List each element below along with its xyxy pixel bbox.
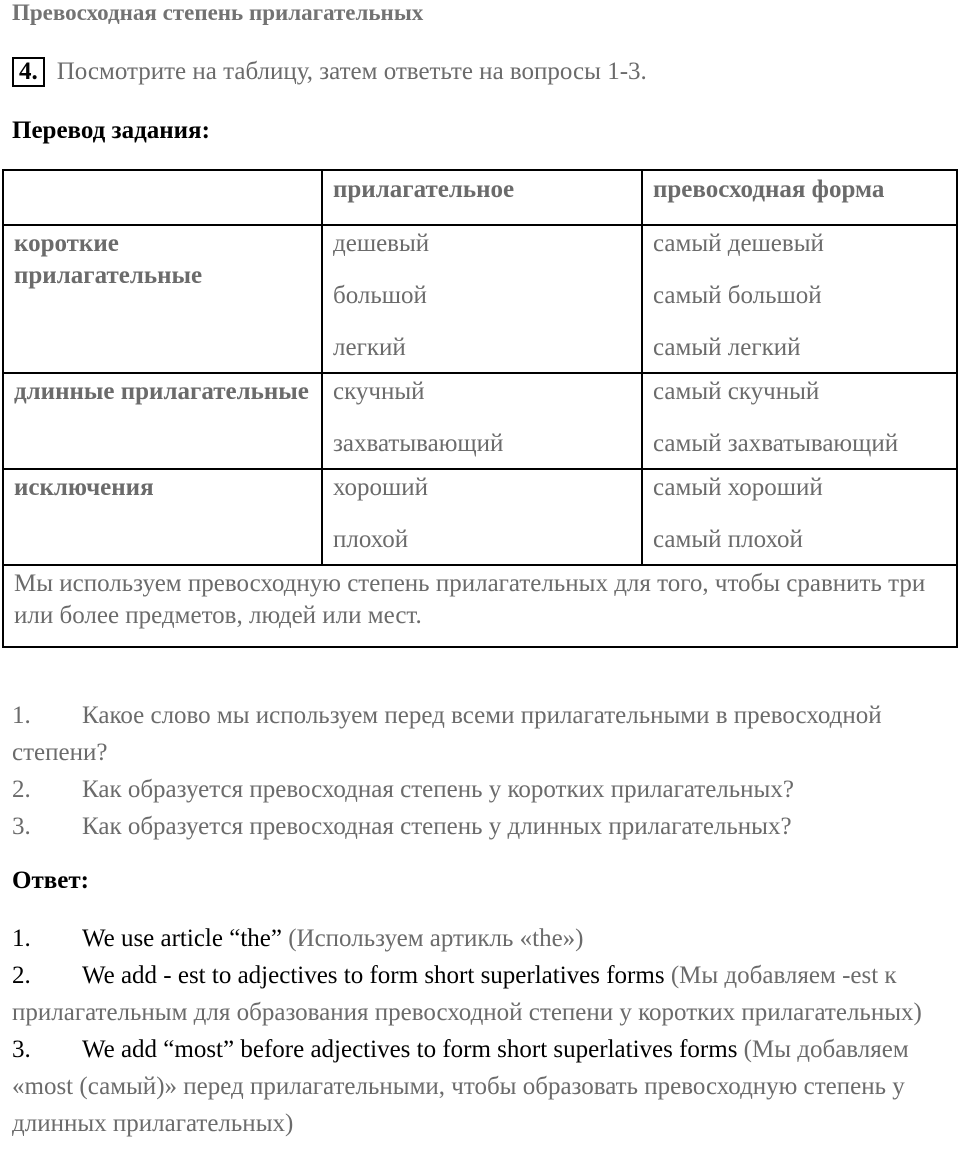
adjective: большой: [333, 282, 427, 309]
adjective-cell: [322, 469, 642, 565]
superlative-cell: [642, 225, 957, 373]
adjective: хороший: [333, 474, 429, 501]
superlative: самый захватывающий: [653, 430, 899, 457]
question-list: [12, 697, 952, 845]
answer-english: We use article “the”: [82, 925, 282, 952]
answer-list: [12, 920, 952, 1142]
superlative-cell: [642, 373, 957, 469]
task-number: 4.: [12, 57, 45, 87]
table-note: Мы используем превосходную степень прилагательных для того, чтобы сравнить три или более предметов, людей или мест.: [3, 565, 957, 647]
question-number: 2.: [12, 776, 31, 803]
header-cell-superlative: превосходная форма: [642, 170, 957, 225]
list-item: [12, 920, 952, 957]
answer-english: We add - est to adjectives to form short superlatives forms: [82, 962, 665, 989]
adjective: дешевый: [333, 230, 430, 257]
row-label-exceptions: исключения: [3, 469, 322, 565]
list-item: [12, 1031, 952, 1142]
answer-number: 3.: [12, 1036, 31, 1063]
list-item: [12, 771, 952, 808]
answer-english: We add “most” before adjectives to form short superlatives forms: [82, 1036, 738, 1063]
adjective: скучный: [333, 378, 425, 405]
superlative-cell: [642, 469, 957, 565]
superlative: самый легкий: [653, 334, 801, 361]
superlative: самый хороший: [653, 474, 823, 501]
superlative: самый дешевый: [653, 230, 824, 257]
answer-russian: (Мы добавляем -est к прилагательным для образования превосходной степени у коротких прилагательных): [12, 962, 922, 1026]
question-number: 1.: [12, 702, 31, 729]
adjective: плохой: [333, 526, 409, 553]
superlative: самый скучный: [653, 378, 820, 405]
superlative: самый плохой: [653, 526, 803, 553]
table-row: [3, 469, 957, 565]
answer-number: 1.: [12, 925, 31, 952]
question-number: 3.: [12, 813, 31, 840]
answer-heading: Ответ:: [12, 867, 89, 894]
superlative: самый большой: [653, 282, 822, 309]
translation-heading: Перевод задания:: [12, 117, 210, 144]
list-item: [12, 808, 952, 845]
task-text: Посмотрите на таблицу, затем ответьте на вопросы 1-3.: [56, 58, 647, 85]
adjective: легкий: [333, 334, 406, 361]
answer-number: 2.: [12, 962, 31, 989]
table-note-row: [3, 565, 957, 647]
question-text: Как образуется превосходная степень у коротких прилагательных?: [82, 776, 794, 803]
header-cell-empty: [3, 170, 322, 225]
adjective-cell: [322, 373, 642, 469]
table-header-row: [3, 170, 957, 225]
task-instruction: [12, 57, 647, 87]
answer-russian: (Используем артикль «the»): [281, 925, 584, 952]
row-label-short: короткие прилагательные: [3, 225, 322, 373]
superlatives-table: [2, 169, 958, 648]
question-text: Как образуется превосходная степень у длинных прилагательных?: [82, 813, 792, 840]
table-row: [3, 373, 957, 469]
page-title: Превосходная степень прилагательных: [12, 0, 424, 25]
header-cell-adjective: прилагательное: [322, 170, 642, 225]
answer-russian: (Мы добавляем «most (самый)» перед прилагательными, чтобы образовать превосходную степень у длинных прилагательных): [12, 1036, 909, 1137]
row-label-long: длинные прилагательные: [3, 373, 322, 469]
list-item: [12, 697, 952, 771]
list-item: [12, 957, 952, 1031]
question-text: Какое слово мы используем перед всеми прилагательными в превосходной степени?: [12, 702, 882, 766]
table-row: [3, 225, 957, 373]
adjective-cell: [322, 225, 642, 373]
adjective: захватывающий: [333, 430, 504, 457]
